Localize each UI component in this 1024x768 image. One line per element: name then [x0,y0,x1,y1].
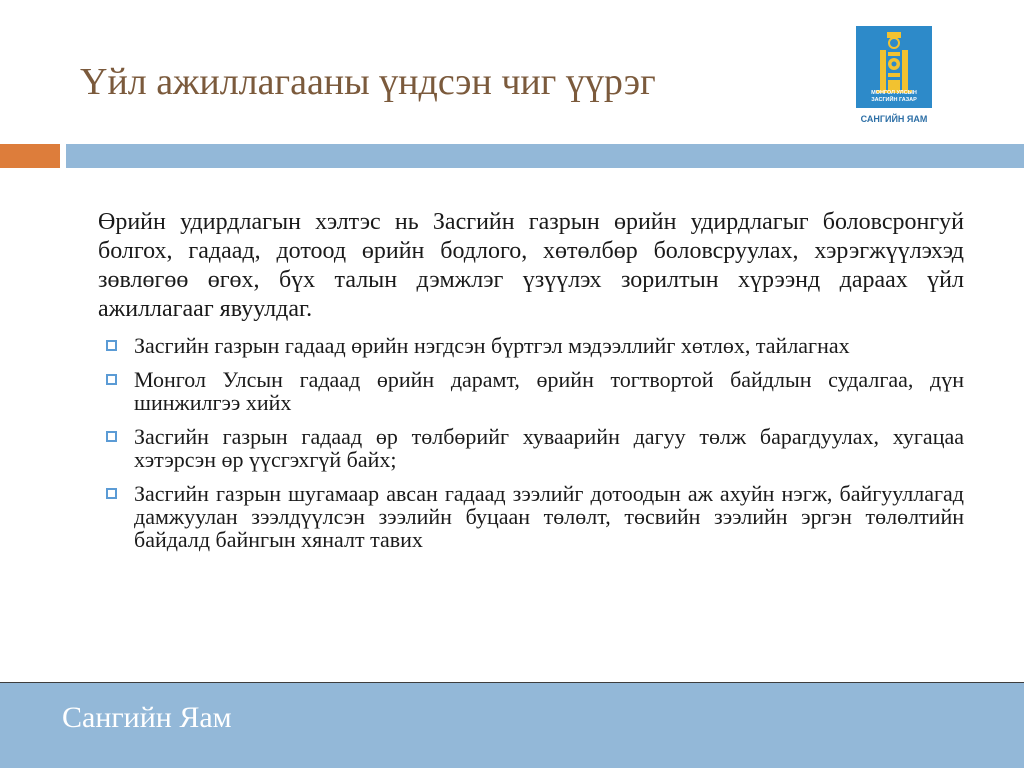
logo-emblem-box [856,26,932,108]
footer-bar [0,682,1024,768]
slide-title: Үйл ажиллагааны үндсэн чиг үүрэг [80,61,656,103]
accent-bar-blue [66,144,1024,168]
list-item-text: Засгийн газрын гадаад өр төлбөрийг хуваарийн дагуу төлж барагдуулах, хугацаа хэтэрсэн өр үүсгэхгүй байх; [134,424,964,472]
intro-paragraph: Өрийн удирдлагын хэлтэс нь Засгийн газрын өрийн удирдлагыг боловсронгуй болгох, гадаад, дотоод өрийн бодлого, хөтөлбөр боловсруулах, хэрэгжүүлэхэд зөвлөгөө өгөх, бүх талын дэмжлэг үзүүлэх зорилтын хүрээнд дараах үйл ажиллагааг явуулдаг. [98,209,964,322]
square-bullet-icon [106,431,117,442]
slide-body [98,208,964,562]
list-item-text: Монгол Улсын гадаад өрийн дарамт, өрийн тогтвортой байдлын судалгаа, дүн шинжилгээ хийх [134,367,964,415]
list-item [98,482,964,551]
list-item [98,425,964,471]
logo-line-2: ЗАСГИЙН ГАЗАР [871,97,917,103]
list-item-text: Засгийн газрын шугамаар авсан гадаад зээлийг дотоодын аж ахуйн нэгж, байгууллагад дамжуулан зээлдүүлсэн зээлийн буцаан төлөлт, төсвийн зээлийн эргэн төлөлтийн байдалд байнгын хяналт тавих [134,481,964,552]
square-bullet-icon [106,488,117,499]
square-bullet-icon [106,374,117,385]
bullet-list [98,334,964,551]
footer-text: Сангийн Яам [62,701,232,734]
logo-caption: САНГИЙН ЯАМ [860,114,928,124]
list-item [98,334,964,357]
square-bullet-icon [106,340,117,351]
list-item [98,368,964,414]
list-item-text: Засгийн газрын гадаад өрийн нэгдсэн бүртгэл мэдээллийг хөтлөх, тайлагнах [134,333,850,358]
accent-bar-orange [0,144,60,168]
logo-line-1: МОНГОЛ УЛСЫН [871,90,917,96]
